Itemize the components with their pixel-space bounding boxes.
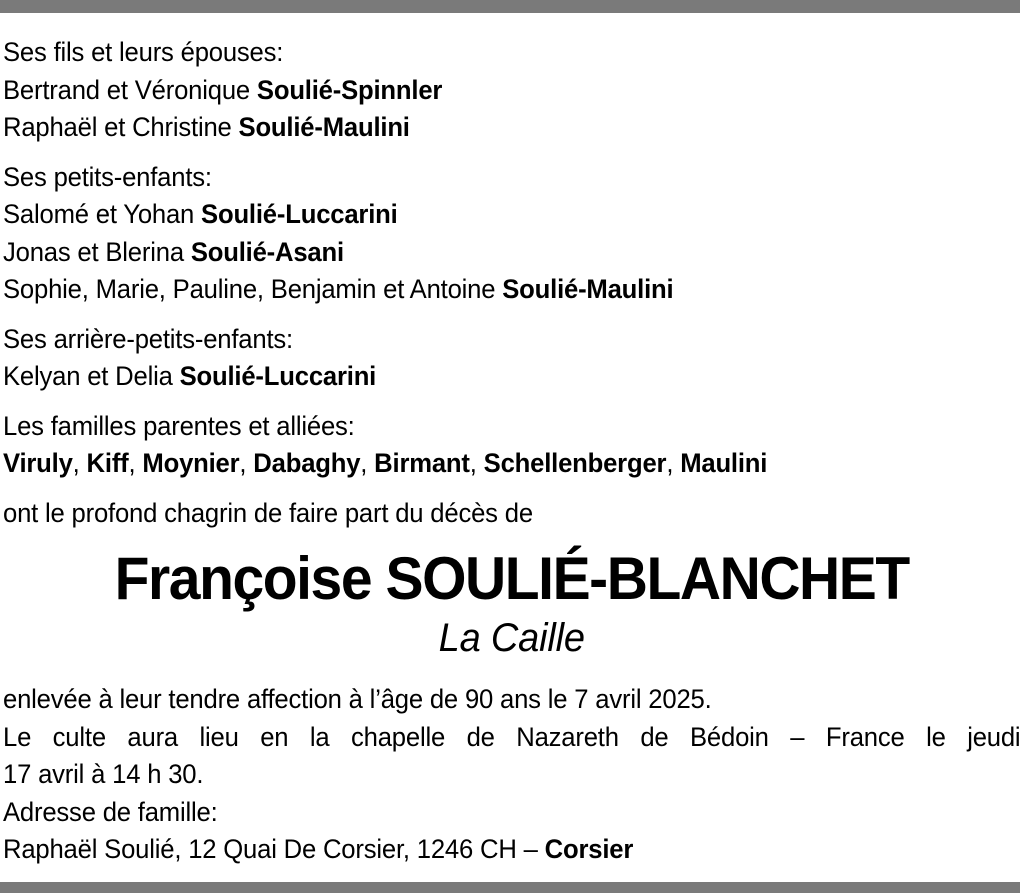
notice-line (3, 495, 1020, 533)
bold-name: Moynier (142, 448, 240, 478)
bold-name: Viruly (3, 448, 73, 478)
text-run: Kelyan et Delia (3, 361, 180, 391)
text-run: , (239, 448, 254, 478)
notice-line (3, 831, 1020, 869)
text-run: Ses arrière-petits-enfants: (3, 323, 293, 354)
text-run: , (72, 448, 87, 478)
text-run: Les familles parentes et alliées: (3, 410, 355, 441)
paragraph-great-grandchildren (3, 321, 1020, 396)
text-run: ont le profond chagrin de faire part du décès de (3, 497, 533, 528)
notice-line (3, 794, 1020, 832)
deceased-nickname: La Caille (438, 616, 585, 660)
text-run: Adresse de famille: (3, 796, 218, 827)
notice-line (3, 756, 1020, 794)
notice-line (3, 681, 1020, 719)
text-run: Raphaël et Christine (3, 112, 239, 142)
notice-body-bottom (3, 681, 1020, 869)
notice-line (3, 159, 1020, 197)
notice-content (3, 0, 1020, 881)
bold-name: Dabaghy (253, 448, 361, 478)
text-run: , (469, 448, 484, 478)
bold-name: Soulié-Maulini (238, 112, 410, 142)
notice-line (3, 445, 1020, 483)
text-run: 17 avril à 14 h 30. (3, 759, 204, 789)
notice-line (3, 196, 1020, 234)
bold-name: Soulié-Spinnler (256, 74, 443, 105)
text-run: , (666, 448, 681, 478)
text-run: Le culte aura lieu en la chapelle de Nazareth de Bédoin – France le jeudi (3, 721, 1020, 752)
paragraph-related-families (3, 408, 1020, 483)
notice-line (3, 34, 1020, 72)
bottom-separator-bar (0, 882, 1020, 893)
bold-name: Soulié-Luccarini (201, 199, 398, 229)
bold-name: Soulié-Asani (190, 236, 344, 267)
text-run: Ses petits-enfants: (3, 161, 212, 192)
paragraph-grandchildren (3, 159, 1020, 309)
bold-name: Soulié-Maulini (502, 274, 674, 304)
notice-line (3, 719, 1020, 757)
text-run: Salomé et Yohan (3, 199, 202, 229)
bold-name: Birmant (374, 448, 470, 478)
text-run: enlevée à leur tendre affection à l’âge de 90 ans le 7 avril 2025. (3, 684, 712, 714)
bold-name: Kiff (86, 448, 129, 478)
bold-name: Maulini (680, 448, 768, 478)
notice-line (3, 271, 1020, 309)
bold-name: Soulié-Luccarini (179, 361, 377, 391)
text-run: Raphaël Soulié, 12 Quai De Corsier, 1246 CH – (3, 834, 545, 864)
text-run: , (128, 448, 143, 478)
notice-line (3, 72, 1020, 110)
text-run: Jonas et Blerina (3, 236, 191, 267)
notice-line (3, 408, 1020, 446)
notice-line (3, 321, 1020, 359)
paragraph-sons-and-spouses (3, 34, 1020, 147)
deceased-name: Françoise SOULIÉ-BLANCHET (114, 545, 909, 612)
text-run: Ses fils et leurs épouses: (3, 37, 284, 67)
text-run: , (360, 448, 375, 478)
notice-body-top (3, 34, 1020, 532)
paragraph-announcement (3, 495, 1020, 533)
notice-line (3, 358, 1020, 396)
bold-name: Corsier (544, 834, 634, 864)
notice-line (3, 234, 1020, 272)
text-run: Bertrand et Véronique (3, 74, 257, 105)
paragraph-details (3, 681, 1020, 869)
bold-name: Schellenberger (483, 448, 667, 478)
notice-line (3, 109, 1020, 147)
text-run: Sophie, Marie, Pauline, Benjamin et Antoine (3, 274, 503, 304)
